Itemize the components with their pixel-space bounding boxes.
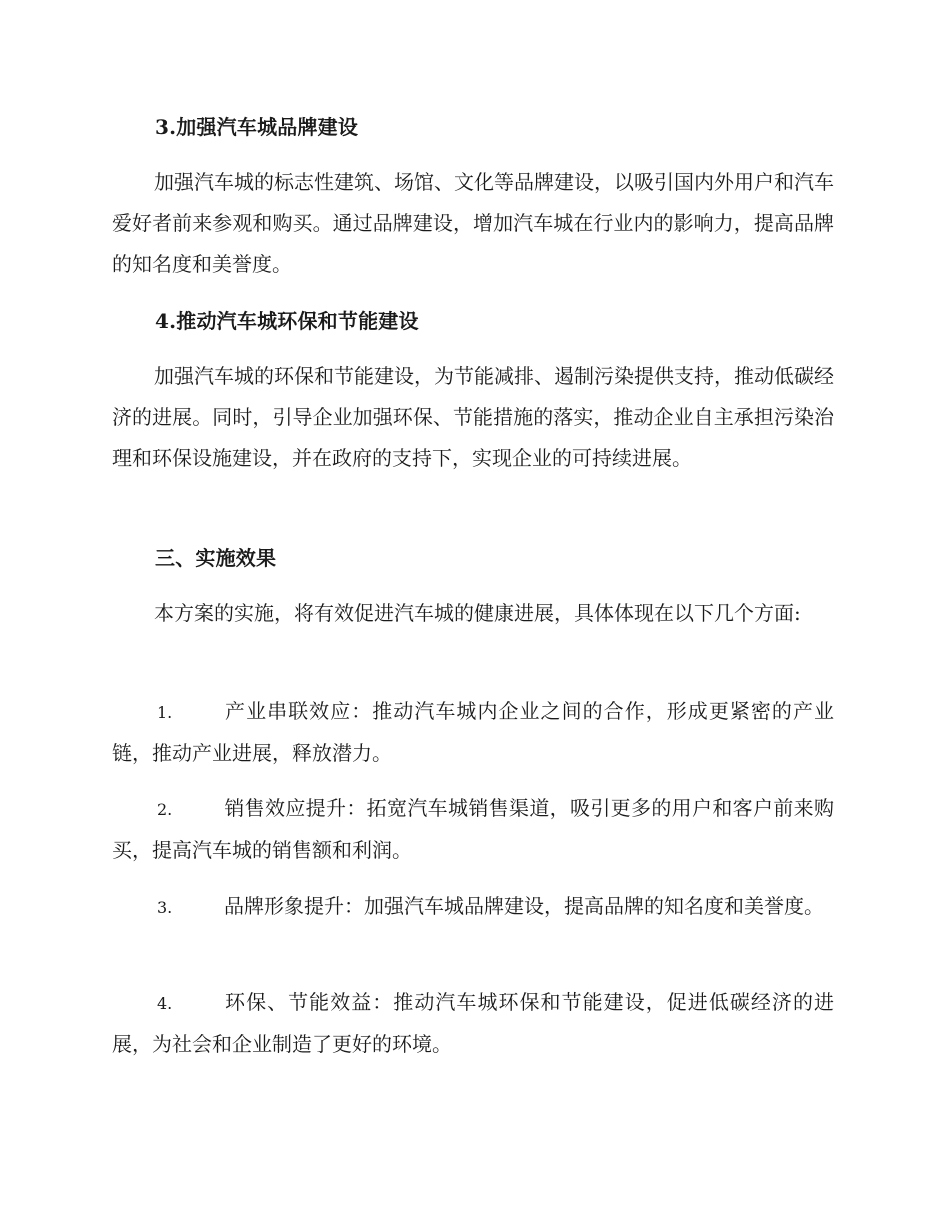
list-item (112, 691, 834, 774)
list-number: 2. (157, 800, 173, 819)
section-heading-effects: 三、实施效果 (155, 546, 277, 570)
paragraph-effects-intro-text: 本方案的实施，将有效促进汽车城的健康进展，具体体现在以下几个方面: (154, 601, 801, 625)
paragraph-brand (112, 162, 834, 285)
list-number: 1. (157, 703, 173, 722)
list-item-text: 品牌形象提升：加强汽车城品牌建设，提高品牌的知名度和美誉度。 (224, 894, 824, 918)
paragraph-effects-intro (112, 593, 834, 634)
list-item (112, 886, 834, 928)
list-number: 4. (157, 994, 173, 1013)
list-item-text: 环保、节能效益：推动汽车城环保和节能建设，促进低碳经济的进展，为社会和企业制造了更好的环境。 (112, 990, 834, 1056)
paragraph-environment (112, 356, 834, 479)
list-number: 3. (157, 898, 173, 917)
paragraph-brand-text: 加强汽车城的标志性建筑、场馆、文化等品牌建设，以吸引国内外用户和汽车爱好者前来参观和购买。通过品牌建设，增加汽车城在行业内的影响力，提高品牌的知名度和美誉度。 (112, 170, 834, 276)
section-heading-brand: 3.加强汽车城品牌建设 (155, 115, 359, 139)
section-heading-environment: 4.推动汽车城环保和节能建设 (155, 309, 419, 333)
paragraph-environment-text: 加强汽车城的环保和节能建设，为节能减排、遏制污染提供支持，推动低碳经济的进展。同时，引导企业加强环保、节能措施的落实，推动企业自主承担污染治理和环保设施建设，并在政府的支持下，实现企业的可持续进展。 (112, 364, 834, 470)
list-item-text: 产业串联效应：推动汽车城内企业之间的合作，形成更紧密的产业链，推动产业进展，释放潜力。 (112, 699, 834, 765)
list-item (112, 982, 834, 1065)
list-item-text: 销售效应提升：拓宽汽车城销售渠道，吸引更多的用户和客户前来购买，提高汽车城的销售额和利润。 (112, 796, 834, 862)
list-item (112, 788, 834, 871)
